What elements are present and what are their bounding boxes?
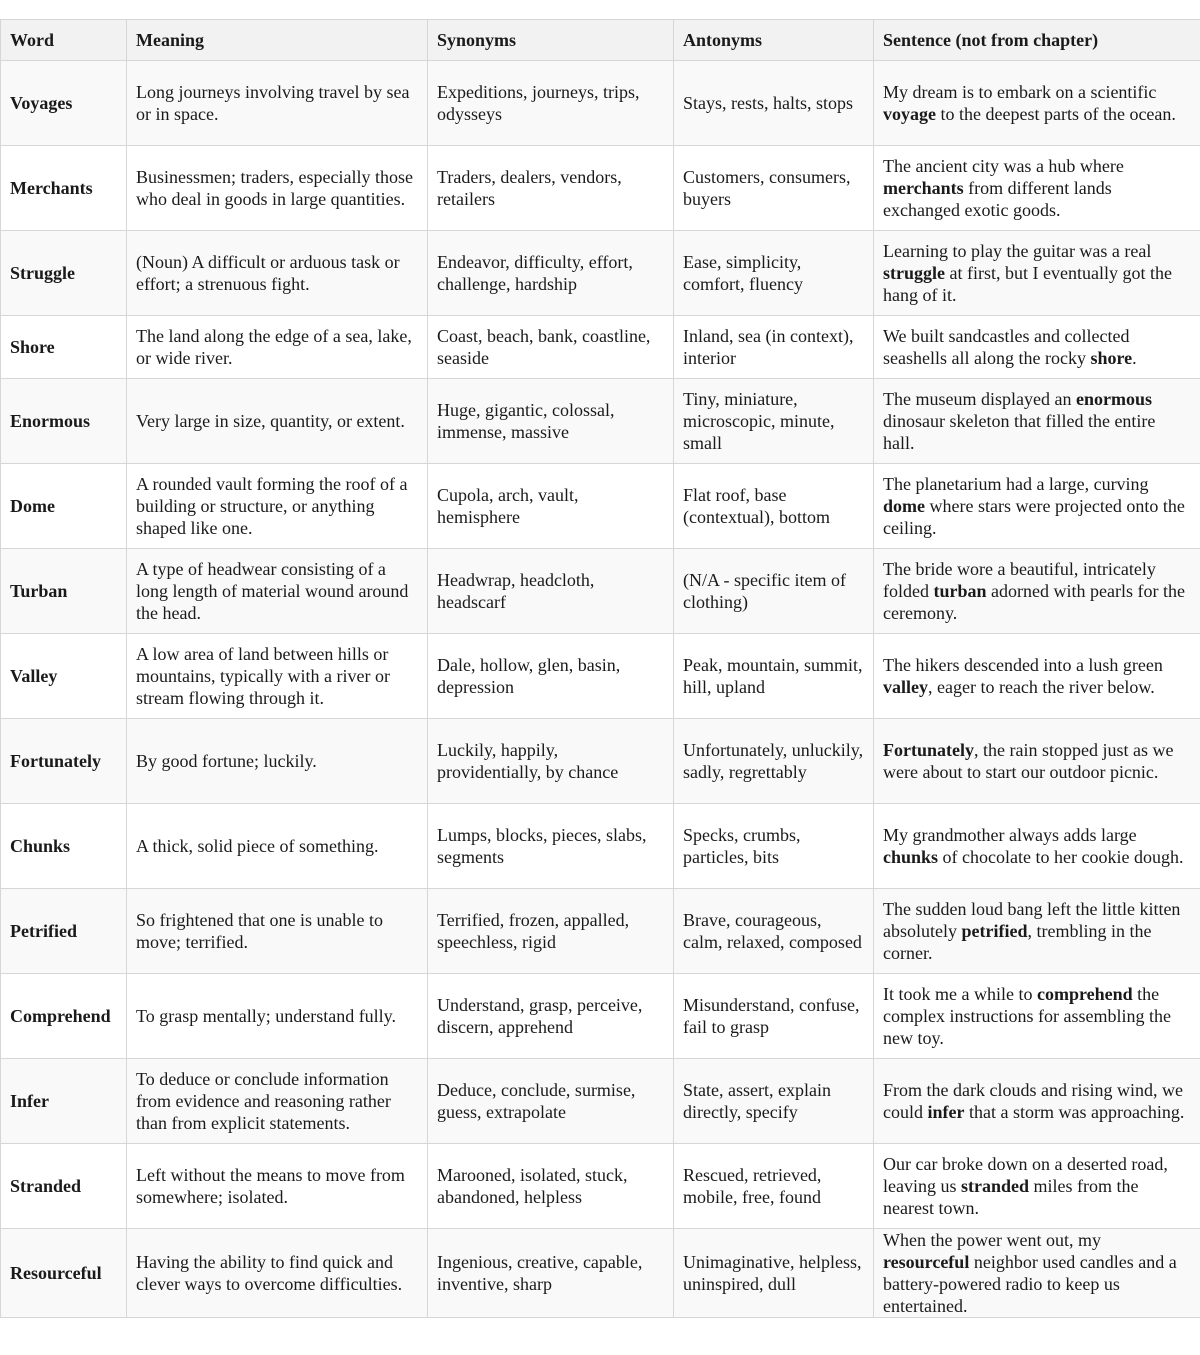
cell-meaning: Very large in size, quantity, or extent. xyxy=(127,379,428,464)
cell-synonyms: Terrified, frozen, appalled, speechless, rigid xyxy=(428,889,674,974)
cell-sentence xyxy=(874,316,1200,379)
table-row xyxy=(1,804,1200,889)
cell-word: Stranded xyxy=(1,1144,127,1229)
sentence-highlight-word: Fortunately xyxy=(883,740,974,760)
sentence-highlight-word: struggle xyxy=(883,263,945,283)
cell-meaning: A rounded vault forming the roof of a building or structure, or anything shaped like one. xyxy=(127,464,428,549)
sentence-text-before: It took me a while to xyxy=(883,984,1037,1004)
cell-meaning: To deduce or conclude information from evidence and reasoning rather than from explicit statements. xyxy=(127,1059,428,1144)
cell-synonyms: Cupola, arch, vault, hemisphere xyxy=(428,464,674,549)
cell-meaning: So frightened that one is unable to move; terrified. xyxy=(127,889,428,974)
cell-synonyms: Ingenious, creative, capable, inventive, sharp xyxy=(428,1229,674,1318)
cell-synonyms: Coast, beach, bank, coastline, seaside xyxy=(428,316,674,379)
sentence-text-after: . xyxy=(1132,348,1137,368)
cell-antonyms: Inland, sea (in context), interior xyxy=(674,316,874,379)
cell-word: Comprehend xyxy=(1,974,127,1059)
cell-sentence xyxy=(874,974,1200,1059)
cell-antonyms: Rescued, retrieved, mobile, free, found xyxy=(674,1144,874,1229)
cell-word: Merchants xyxy=(1,146,127,231)
sentence-highlight-word: shore xyxy=(1090,348,1133,368)
sentence-highlight-word: resourceful xyxy=(883,1252,970,1272)
cell-word: Petrified xyxy=(1,889,127,974)
sentence-text-before: Learning to play the guitar was a real xyxy=(883,241,1152,261)
cell-sentence xyxy=(874,634,1200,719)
sentence-text-before: The museum displayed an xyxy=(883,389,1076,409)
cell-sentence xyxy=(874,379,1200,464)
cell-synonyms: Marooned, isolated, stuck, abandoned, helpless xyxy=(428,1144,674,1229)
table-row xyxy=(1,61,1200,146)
cell-antonyms: Flat roof, base (contextual), bottom xyxy=(674,464,874,549)
cell-meaning: A thick, solid piece of something. xyxy=(127,804,428,889)
cell-antonyms: Misunderstand, confuse, fail to grasp xyxy=(674,974,874,1059)
cell-antonyms: Stays, rests, halts, stops xyxy=(674,61,874,146)
cell-antonyms: Tiny, miniature, microscopic, minute, small xyxy=(674,379,874,464)
sentence-highlight-word: stranded xyxy=(961,1176,1030,1196)
sentence-text-after: , trembling in the corner. xyxy=(883,921,1152,963)
sentence-text-after: neighbor used candles and a battery-powered radio to keep us entertained. xyxy=(883,1252,1177,1316)
cell-meaning: (Noun) A difficult or arduous task or effort; a strenuous fight. xyxy=(127,231,428,316)
cell-sentence xyxy=(874,1144,1200,1229)
cell-synonyms: Headwrap, headcloth, headscarf xyxy=(428,549,674,634)
cell-antonyms: Unfortunately, unluckily, sadly, regrettably xyxy=(674,719,874,804)
sentence-highlight-word: dome xyxy=(883,496,925,516)
cell-sentence xyxy=(874,61,1200,146)
table-row xyxy=(1,1144,1200,1229)
vocabulary-table xyxy=(0,19,1200,1318)
sentence-text-after: where stars were projected onto the ceiling. xyxy=(883,496,1185,538)
sentence-text-before: The ancient city was a hub where xyxy=(883,156,1124,176)
cell-sentence xyxy=(874,719,1200,804)
cell-word: Valley xyxy=(1,634,127,719)
table-header-row xyxy=(1,20,1200,61)
header-meaning: Meaning xyxy=(127,20,428,61)
sentence-highlight-word: turban xyxy=(933,581,987,601)
table-row xyxy=(1,379,1200,464)
cell-synonyms: Endeavor, difficulty, effort, challenge, hardship xyxy=(428,231,674,316)
header-sentence: Sentence (not from chapter) xyxy=(874,20,1200,61)
cell-meaning: Businessmen; traders, especially those who deal in goods in large quantities. xyxy=(127,146,428,231)
sentence-highlight-word: valley xyxy=(883,677,928,697)
sentence-text-after: of chocolate to her cookie dough. xyxy=(938,847,1184,867)
sentence-highlight-word: petrified xyxy=(961,921,1028,941)
sentence-text-after: from different lands exchanged exotic goods. xyxy=(883,178,1112,220)
cell-word: Enormous xyxy=(1,379,127,464)
cell-sentence xyxy=(874,804,1200,889)
sentence-text-before: When the power went out, my xyxy=(883,1230,1101,1250)
sentence-text-after: at first, but I eventually got the hang of it. xyxy=(883,263,1172,305)
sentence-text-after: to the deepest parts of the ocean. xyxy=(936,104,1176,124)
cell-meaning: Having the ability to find quick and clever ways to overcome difficulties. xyxy=(127,1229,428,1318)
sentence-highlight-word: comprehend xyxy=(1036,984,1133,1004)
cell-word: Turban xyxy=(1,549,127,634)
table-row xyxy=(1,146,1200,231)
cell-meaning: To grasp mentally; understand fully. xyxy=(127,974,428,1059)
table-row xyxy=(1,1229,1200,1318)
header-word: Word xyxy=(1,20,127,61)
cell-synonyms: Huge, gigantic, colossal, immense, massive xyxy=(428,379,674,464)
sentence-text-after: adorned with pearls for the ceremony. xyxy=(883,581,1185,623)
sentence-text-after: that a storm was approaching. xyxy=(964,1102,1185,1122)
cell-antonyms: State, assert, explain directly, specify xyxy=(674,1059,874,1144)
cell-antonyms: Brave, courageous, calm, relaxed, composed xyxy=(674,889,874,974)
table-row xyxy=(1,549,1200,634)
cell-word: Struggle xyxy=(1,231,127,316)
cell-meaning: By good fortune; luckily. xyxy=(127,719,428,804)
cell-word: Shore xyxy=(1,316,127,379)
table-row xyxy=(1,634,1200,719)
sentence-text-before: The bride wore a beautiful, intricately folded xyxy=(883,559,1156,601)
cell-synonyms: Traders, dealers, vendors, retailers xyxy=(428,146,674,231)
cell-sentence xyxy=(874,146,1200,231)
sentence-text-before: The sudden loud bang left the little kitten absolutely xyxy=(883,899,1181,941)
cell-antonyms: Customers, consumers, buyers xyxy=(674,146,874,231)
sentence-highlight-word: enormous xyxy=(1075,389,1152,409)
cell-antonyms: Ease, simplicity, comfort, fluency xyxy=(674,231,874,316)
sentence-text-after: , the rain stopped just as we were about to start our outdoor picnic. xyxy=(883,740,1174,782)
cell-sentence xyxy=(874,1059,1200,1144)
sentence-text-before: Our car broke down on a deserted road, leaving us xyxy=(883,1154,1168,1196)
cell-antonyms: (N/A - specific item of clothing) xyxy=(674,549,874,634)
cell-meaning: A type of headwear consisting of a long length of material wound around the head. xyxy=(127,549,428,634)
sentence-text-after: the complex instructions for assembling the new toy. xyxy=(883,984,1171,1048)
cell-word: Resourceful xyxy=(1,1229,127,1318)
cell-antonyms: Peak, mountain, summit, hill, upland xyxy=(674,634,874,719)
sentence-text-before: The hikers descended into a lush green xyxy=(883,655,1163,675)
sentence-highlight-word: chunks xyxy=(883,847,939,867)
sentence-text-before: From the dark clouds and rising wind, we could xyxy=(883,1080,1183,1122)
sentence-highlight-word: merchants xyxy=(883,178,964,198)
sentence-text-before: We built sandcastles and collected seashells all along the rocky xyxy=(883,326,1130,368)
cell-sentence xyxy=(874,231,1200,316)
cell-meaning: The land along the edge of a sea, lake, or wide river. xyxy=(127,316,428,379)
cell-word: Dome xyxy=(1,464,127,549)
sentence-text-before: My dream is to embark on a scientific xyxy=(883,82,1157,102)
table-row xyxy=(1,719,1200,804)
sentence-text-after: dinosaur skeleton that filled the entire hall. xyxy=(883,411,1156,453)
table-row xyxy=(1,464,1200,549)
cell-synonyms: Understand, grasp, perceive, discern, apprehend xyxy=(428,974,674,1059)
header-synonyms: Synonyms xyxy=(428,20,674,61)
cell-sentence xyxy=(874,889,1200,974)
cell-synonyms: Lumps, blocks, pieces, slabs, segments xyxy=(428,804,674,889)
sentence-text-after: , eager to reach the river below. xyxy=(928,677,1155,697)
cell-antonyms: Specks, crumbs, particles, bits xyxy=(674,804,874,889)
cell-sentence xyxy=(874,549,1200,634)
cell-word: Fortunately xyxy=(1,719,127,804)
cell-synonyms: Dale, hollow, glen, basin, depression xyxy=(428,634,674,719)
cell-meaning: A low area of land between hills or mountains, typically with a river or stream flowing through it. xyxy=(127,634,428,719)
table-row xyxy=(1,231,1200,316)
sentence-highlight-word: voyage xyxy=(883,104,936,124)
table-row xyxy=(1,974,1200,1059)
cell-synonyms: Luckily, happily, providentially, by chance xyxy=(428,719,674,804)
cell-sentence xyxy=(874,1229,1200,1318)
cell-sentence xyxy=(874,464,1200,549)
table-row xyxy=(1,889,1200,974)
cell-word: Infer xyxy=(1,1059,127,1144)
cell-antonyms: Unimaginative, helpless, uninspired, dull xyxy=(674,1229,874,1318)
cell-word: Voyages xyxy=(1,61,127,146)
sentence-text-before: The planetarium had a large, curving xyxy=(883,474,1149,494)
sentence-text-after: miles from the nearest town. xyxy=(883,1176,1139,1218)
cell-meaning: Left without the means to move from somewhere; isolated. xyxy=(127,1144,428,1229)
sentence-highlight-word: infer xyxy=(927,1102,965,1122)
cell-synonyms: Deduce, conclude, surmise, guess, extrapolate xyxy=(428,1059,674,1144)
sentence-text-before: My grandmother always adds large xyxy=(883,825,1137,845)
table-row xyxy=(1,316,1200,379)
vocabulary-table-container xyxy=(0,19,1200,1318)
header-antonyms: Antonyms xyxy=(674,20,874,61)
cell-word: Chunks xyxy=(1,804,127,889)
cell-meaning: Long journeys involving travel by sea or in space. xyxy=(127,61,428,146)
table-row xyxy=(1,1059,1200,1144)
cell-synonyms: Expeditions, journeys, trips, odysseys xyxy=(428,61,674,146)
